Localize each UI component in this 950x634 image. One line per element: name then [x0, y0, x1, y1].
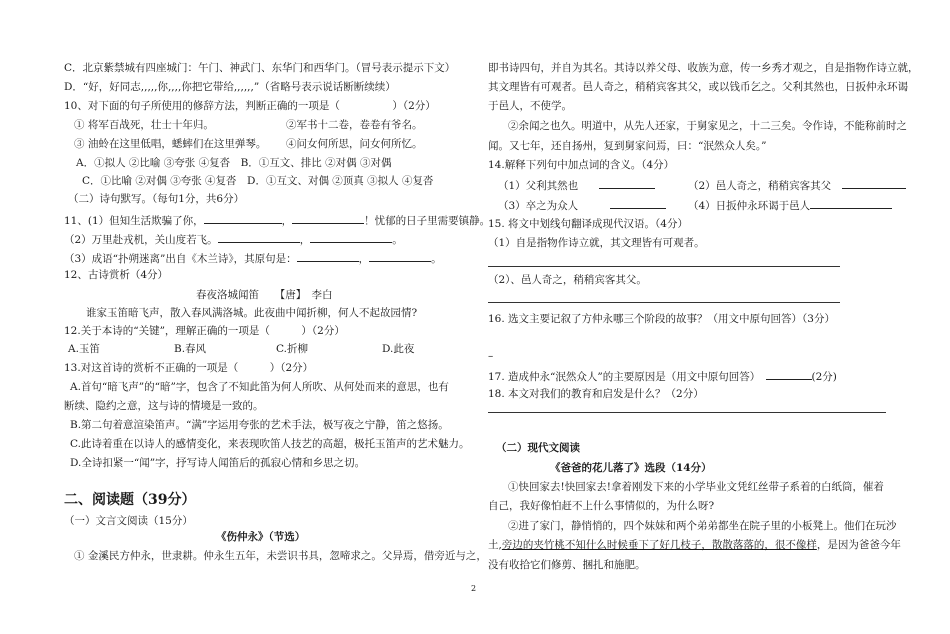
passage-title: 《伤仲永》（节选） [216, 531, 306, 543]
passage-para-1-line-3: 于邑人，不使学。 [488, 100, 572, 112]
q15-stem: 15. 将文中划线句翻译成现代汉语。（4分） [488, 218, 688, 230]
answer-line [488, 302, 840, 303]
answer-blank [766, 368, 812, 380]
passage-para-2-line-1: ②余闻之也久。明道中，从先人还家，于舅家见之，十二三矣。令作诗，不能称前时之 [508, 120, 907, 132]
q17-score: (2分) [811, 371, 837, 383]
answer-blank [369, 250, 431, 262]
modern-passage-title: 《爸爸的花儿落了》选段（14分） [550, 462, 712, 474]
q18-stem: 18. 本文对我们的教育和启发是什么？（2分） [488, 388, 704, 400]
q11-1-prefix: 11、(1）但知生活欺骗了你， [64, 215, 204, 227]
q11-line-2: （2）万里赴戎机，关山度若飞。 ， 。 [64, 231, 403, 247]
poem-text: 谁家玉笛暗飞声，散入春风满洛城。此夜曲中闻折柳，何人不起故园情? [86, 307, 418, 319]
q12-option-c: C.折柳 [276, 343, 308, 355]
q13-option-d: D.全诗扣紧一“闻”字，抒写诗人闻笛后的孤寂心情和乡思之切。 [70, 457, 366, 469]
q11-3-text: （3）成语“扑朔迷离”出自《木兰诗》，其原句是： [64, 253, 297, 265]
q11-line-1: 11、(1）但知生活欺骗了你， ， ！忧郁的日子里需要镇静。 [64, 212, 490, 228]
modern-para-1-line-1: ①快回家去!快回家去!拿着刚发下来的小学毕业文凭红丝带子系着的白纸筒，催着 [508, 481, 884, 493]
answer-blank [810, 197, 892, 209]
answer-blank [310, 231, 392, 243]
q14-item-3 [498, 197, 666, 213]
q15-item-2: （2）、邑人奇之，稍稍宾客其父。 [488, 274, 647, 286]
modern-para-2-line-2 [488, 538, 901, 552]
poem-title: 春夜洛城闻笛 【唐】 李白 [196, 289, 333, 301]
q12-option-a: A.玉笛 [68, 343, 100, 355]
q14-1-text: （1）父利其然也 [498, 180, 579, 192]
q12-option-b: B.春风 [174, 343, 207, 355]
q16-dash: – [488, 350, 494, 362]
q13-option-a-line2: 断续、隐约之意，这与诗的情境是一致的。 [64, 400, 264, 412]
q14-3-text: （3）卒之为众人 [498, 200, 579, 212]
q17-text: 17. 造成仲永“泯然众人”的主要原因是（用文中原句回答） [488, 371, 756, 383]
answer-blank [842, 177, 906, 189]
q12-option-d: D.此夜 [382, 343, 415, 355]
q10-sentence-1: ① 将军百战死，壮士十年归。 [74, 119, 214, 131]
q10-sentence-4: ④问女何所思，问女何所忆。 [286, 138, 423, 150]
q12-stem: 12.关于本诗的“关键”，理解正确的一项是（ ）（2分） [64, 325, 345, 337]
q14-item-2 [688, 177, 906, 193]
section-2-heading: 二、阅读题（39分） [64, 492, 196, 508]
q13-option-c: C.此诗着重在以诗人的感情变化，来表现吹笛人技艺的高超，极托玉笛声的艺术魅力。 [70, 438, 470, 450]
modern-para-2-prefix: 土, [488, 539, 502, 551]
q16-stem: 16. 选文主要记叙了方仲永哪三个阶段的故事？（用文中原句回答）（3分） [488, 313, 835, 325]
page-number: 2 [471, 584, 477, 593]
q14-stem: 14.解释下列句中加点词的含义。（4分） [488, 159, 675, 171]
modern-para-1-line-2: 自己，我好像怕赶不上什么事情似的，为什么呀? [488, 500, 715, 512]
answer-line [488, 412, 886, 413]
q10-stem: 10、对下面的句子所使用的修辞方法，判断正确的一项是（ ）（2分） [64, 100, 436, 112]
underlined-sentence: 旁边的夹竹桃不知什么时候垂下了好几枝子，散散落落的，很不像样 [501, 539, 817, 551]
q14-4-text: （4）日扳仲永环谒于邑人 [688, 200, 811, 212]
passage-para-2-line-2: 闻。又七年，还自扬州，复到舅家问焉，曰：“泯然众人矣。” [488, 140, 767, 152]
passage-para-1-line-2: 其文理皆有可观者。邑人奇之，稍稍宾客其父，或以钱币乞之。父利其然也，日扳仲永环谒 [488, 81, 908, 93]
answer-blank [204, 212, 282, 224]
q10-sentence-3: ③ 油蛉在这里低唱，蟋蟀们在这里弹琴。 [74, 138, 267, 150]
q12-heading: 12、古诗赏析（4分） [64, 269, 169, 281]
q17-stem [488, 368, 837, 384]
q10-options-cd: C．①比喻 ②对偶 ③夸张 ④复沓 D．①互文、对偶 ②顶真 ③拟人 ④复沓 [82, 175, 434, 187]
modern-reading-heading: （二）现代文阅读 [496, 442, 580, 454]
passage-para-1-line-1: 即书诗四句，并自为其名。其诗以养父母、收族为意，传一乡秀才观之，自是指物作诗立就， [488, 62, 919, 74]
q9-option-d: D．“好，好同志,,,,,你,,,,你把它带给,,,,,,”（省略号表示说话断断续续） [64, 81, 396, 93]
answer-blank [610, 197, 666, 209]
q10-sentence-2: ②军书十二卷，卷卷有爷名。 [286, 119, 423, 131]
q11-1-suffix: ！忧郁的日子里需要镇静。 [364, 215, 491, 227]
answer-blank [292, 212, 364, 224]
q14-item-1 [498, 177, 655, 193]
q9-option-c: C．北京紫禁城有四座城门：午门、神武门、东华门和西华门。（冒号表示提示下文） [64, 62, 456, 74]
modern-para-2-line-1: ②进了家门，静悄悄的，四个妹妹和两个弟弟都坐在院子里的小板凳上。他们在玩沙 [508, 520, 897, 532]
q11-2-text: （2）万里赴戎机，关山度若飞。 [64, 234, 218, 246]
q14-item-4 [688, 197, 892, 213]
q11-line-3: （3）成语“扑朔迷离”出自《木兰诗》，其原句是： ， 。 [64, 250, 442, 266]
q14-2-text: （2）邑人奇之，稍稍宾客其父 [688, 180, 832, 192]
modern-para-2-suffix: ，是因为爸爸今年 [816, 539, 901, 551]
q15-item-1: （1）自是指物作诗立就，其文理皆有可观者。 [488, 237, 705, 249]
answer-blank [599, 177, 655, 189]
dictation-heading: （二）诗句默写。（每句1分，共6分） [68, 193, 245, 205]
q13-stem: 13.对这首诗的赏析不正确的一项是（ ）（2分） [64, 362, 314, 374]
passage-para-1-start: ① 金溪民方仲永，世隶耕。仲永生五年，未尝识书具，忽啼求之。父异焉，借旁近与之， [74, 550, 487, 562]
q13-option-a-line1: A.首句“暗飞声”的“暗”字，包含了不知此笛为何人所吹、从何处而来的意思，也有 [70, 381, 449, 393]
answer-line [488, 266, 840, 267]
q10-options-ab: A．①拟人 ②比喻 ③夸张 ④复沓 B．①互文、排比 ②对偶 ③对偶 [76, 157, 392, 169]
modern-para-2-line-3: 没有收拾它们修剪、捆扎和施肥。 [488, 559, 646, 571]
q13-option-b: B.第二句着意渲染笛声。“满”字运用夸张的艺术手法，极写夜之宁静，笛之悠扬。 [70, 419, 449, 431]
classical-reading-heading: （一）文言文阅读（15分） [64, 515, 193, 527]
answer-blank [218, 231, 300, 243]
answer-blank [297, 250, 359, 262]
